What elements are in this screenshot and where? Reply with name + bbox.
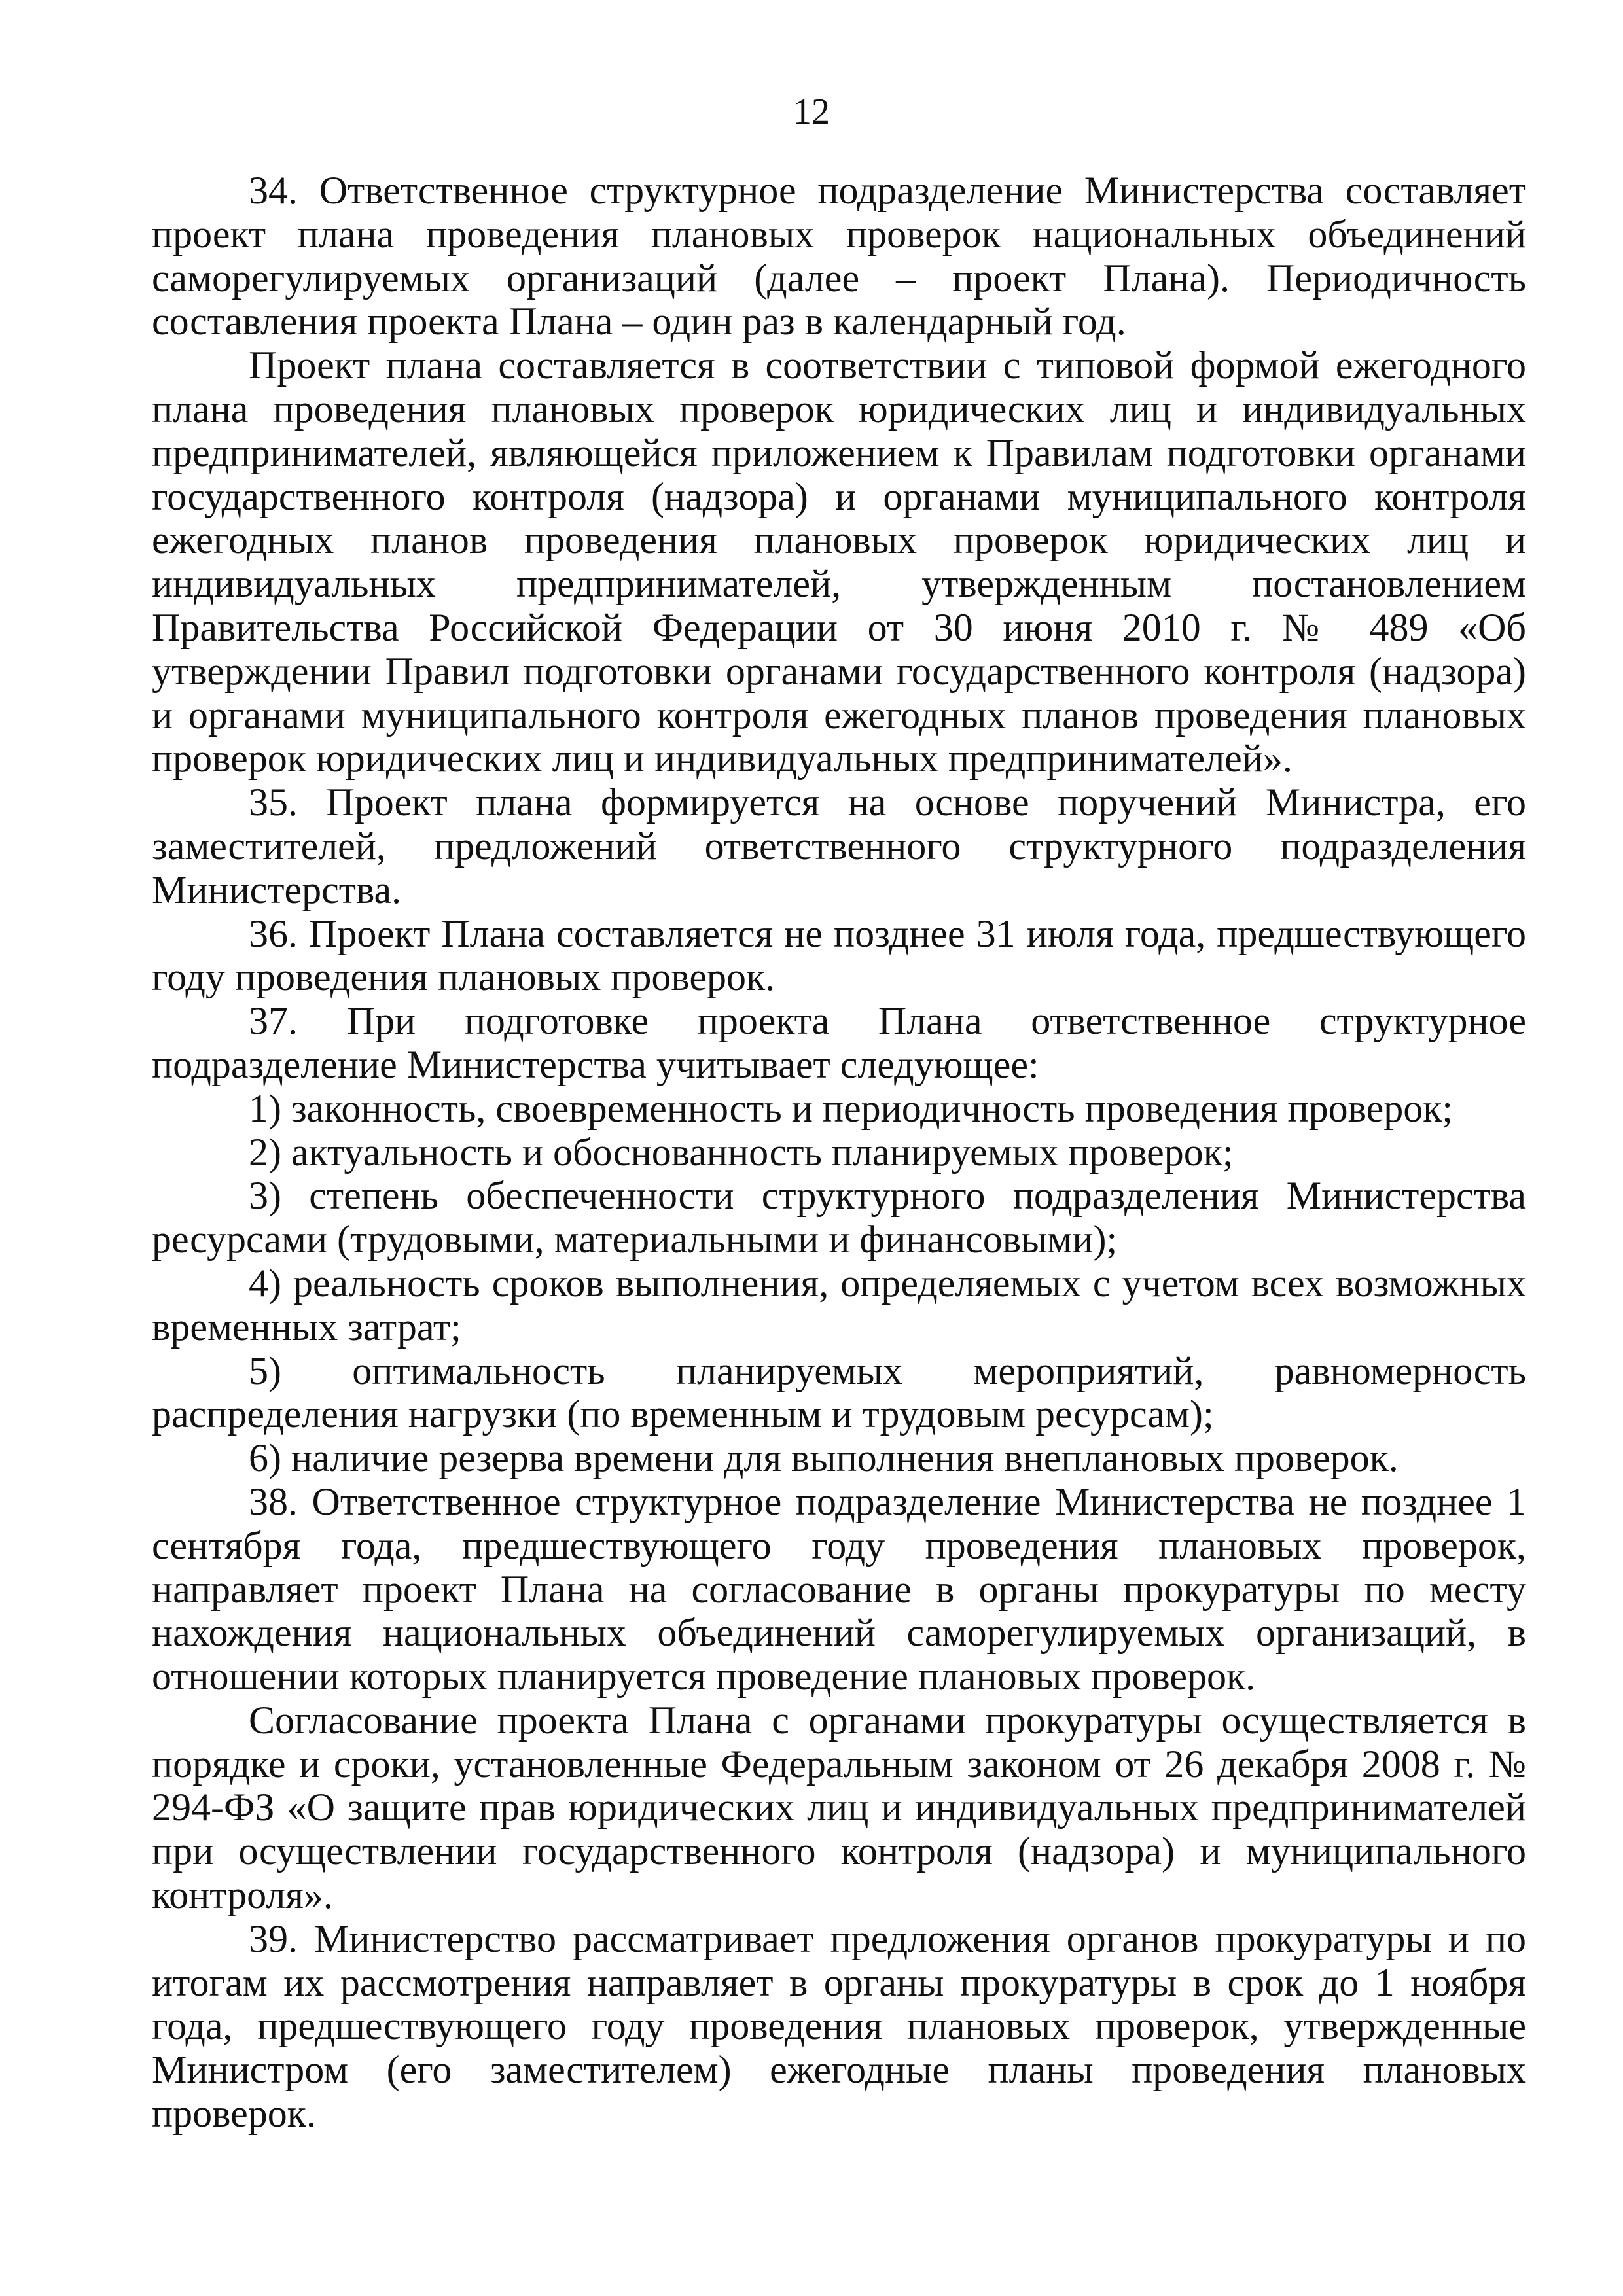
list-item-5: 5) оптимальность планируемых мероприятий, равномерность распределения нагрузки (по временным и трудовым ресурсам); [152, 1349, 1526, 1436]
list-item-2: 2) актуальность и обоснованность планируемых проверок; [249, 1130, 1234, 1174]
list-item-1: 1) законность, своевременность и периодичность проведения проверок; [249, 1086, 1454, 1130]
list-item-6: 6) наличие резерва времени для выполнения внеплановых проверок. [249, 1436, 1399, 1480]
paragraph-36: 36. Проект Плана составляется не позднее 31 июля года, предшествующего году проведения плановых проверок. [152, 911, 1526, 999]
paragraph-approval: Согласование проекта Плана с органами прокуратуры осуществляется в порядке и сроки, установленные Федеральным законом от 26 декабря 2008 г. № 294-ФЗ «О защите прав юридических лиц и индивидуальных предпринимателей при осуществлении государственного контроля (надзора) и муниципального контроля». [152, 1698, 1526, 1917]
paragraph-37: 37. При подготовке проекта Плана ответственное структурное подразделение Министерства учитывает следующее: [152, 999, 1526, 1086]
paragraph-34: 34. Ответственное структурное подразделение Министерства составляет проект плана проведения плановых проверок национальных объединений саморегулируемых организаций (далее – проект Плана). Периодичность составления проекта Плана – один раз в календарный год. [152, 169, 1526, 344]
paragraph-39: 39. Министерство рассматривает предложения органов прокуратуры и по итогам их рассмотрения направляет в органы прокуратуры в срок до 1 ноября года, предшествующего году проведения плановых проверок, утвержденные Министром (его заместителем) ежегодные планы проведения плановых проверок. [152, 1916, 1526, 2136]
paragraph-38: 38. Ответственное структурное подразделение Министерства не позднее 1 сентября года, предшествующего году проведения плановых проверок, направляет проект Плана на согласование в органы прокуратуры по месту нахождения национальных объединений саморегулируемых организаций, в отношении которых планируется проведение плановых проверок. [152, 1479, 1526, 1699]
list-item-3: 3) степень обеспеченности структурного подразделения Министерства ресурсами (трудовыми, материальными и финансовыми); [152, 1174, 1526, 1262]
page-number: 12 [793, 92, 830, 132]
paragraph-plan-form: Проект плана составляется в соответствии с типовой формой ежегодного плана проведения плановых проверок юридических лиц и индивидуальных предпринимателей, являющейся приложением к Правилам подготовки органами государственного контроля (надзора) и органами муниципального контроля ежегодных планов проведения плановых проверок юридических лиц и индивидуальных предпринимателей, утвержденным постановлением Правительства Российской Федерации от 30 июня 2010 г. № 489 «Об утверждении Правил подготовки органами государственного контроля (надзора) и органами муниципального контроля ежегодных планов проведения плановых проверок юридических лиц и индивидуальных предпринимателей». [152, 344, 1526, 781]
paragraph-35: 35. Проект плана формируется на основе поручений Министра, его заместителей, предложений ответственного структурного подразделения Министерства. [152, 781, 1526, 911]
document-body [152, 169, 1526, 2136]
list-item-4: 4) реальность сроков выполнения, определяемых с учетом всех возможных временных затрат; [152, 1261, 1526, 1349]
